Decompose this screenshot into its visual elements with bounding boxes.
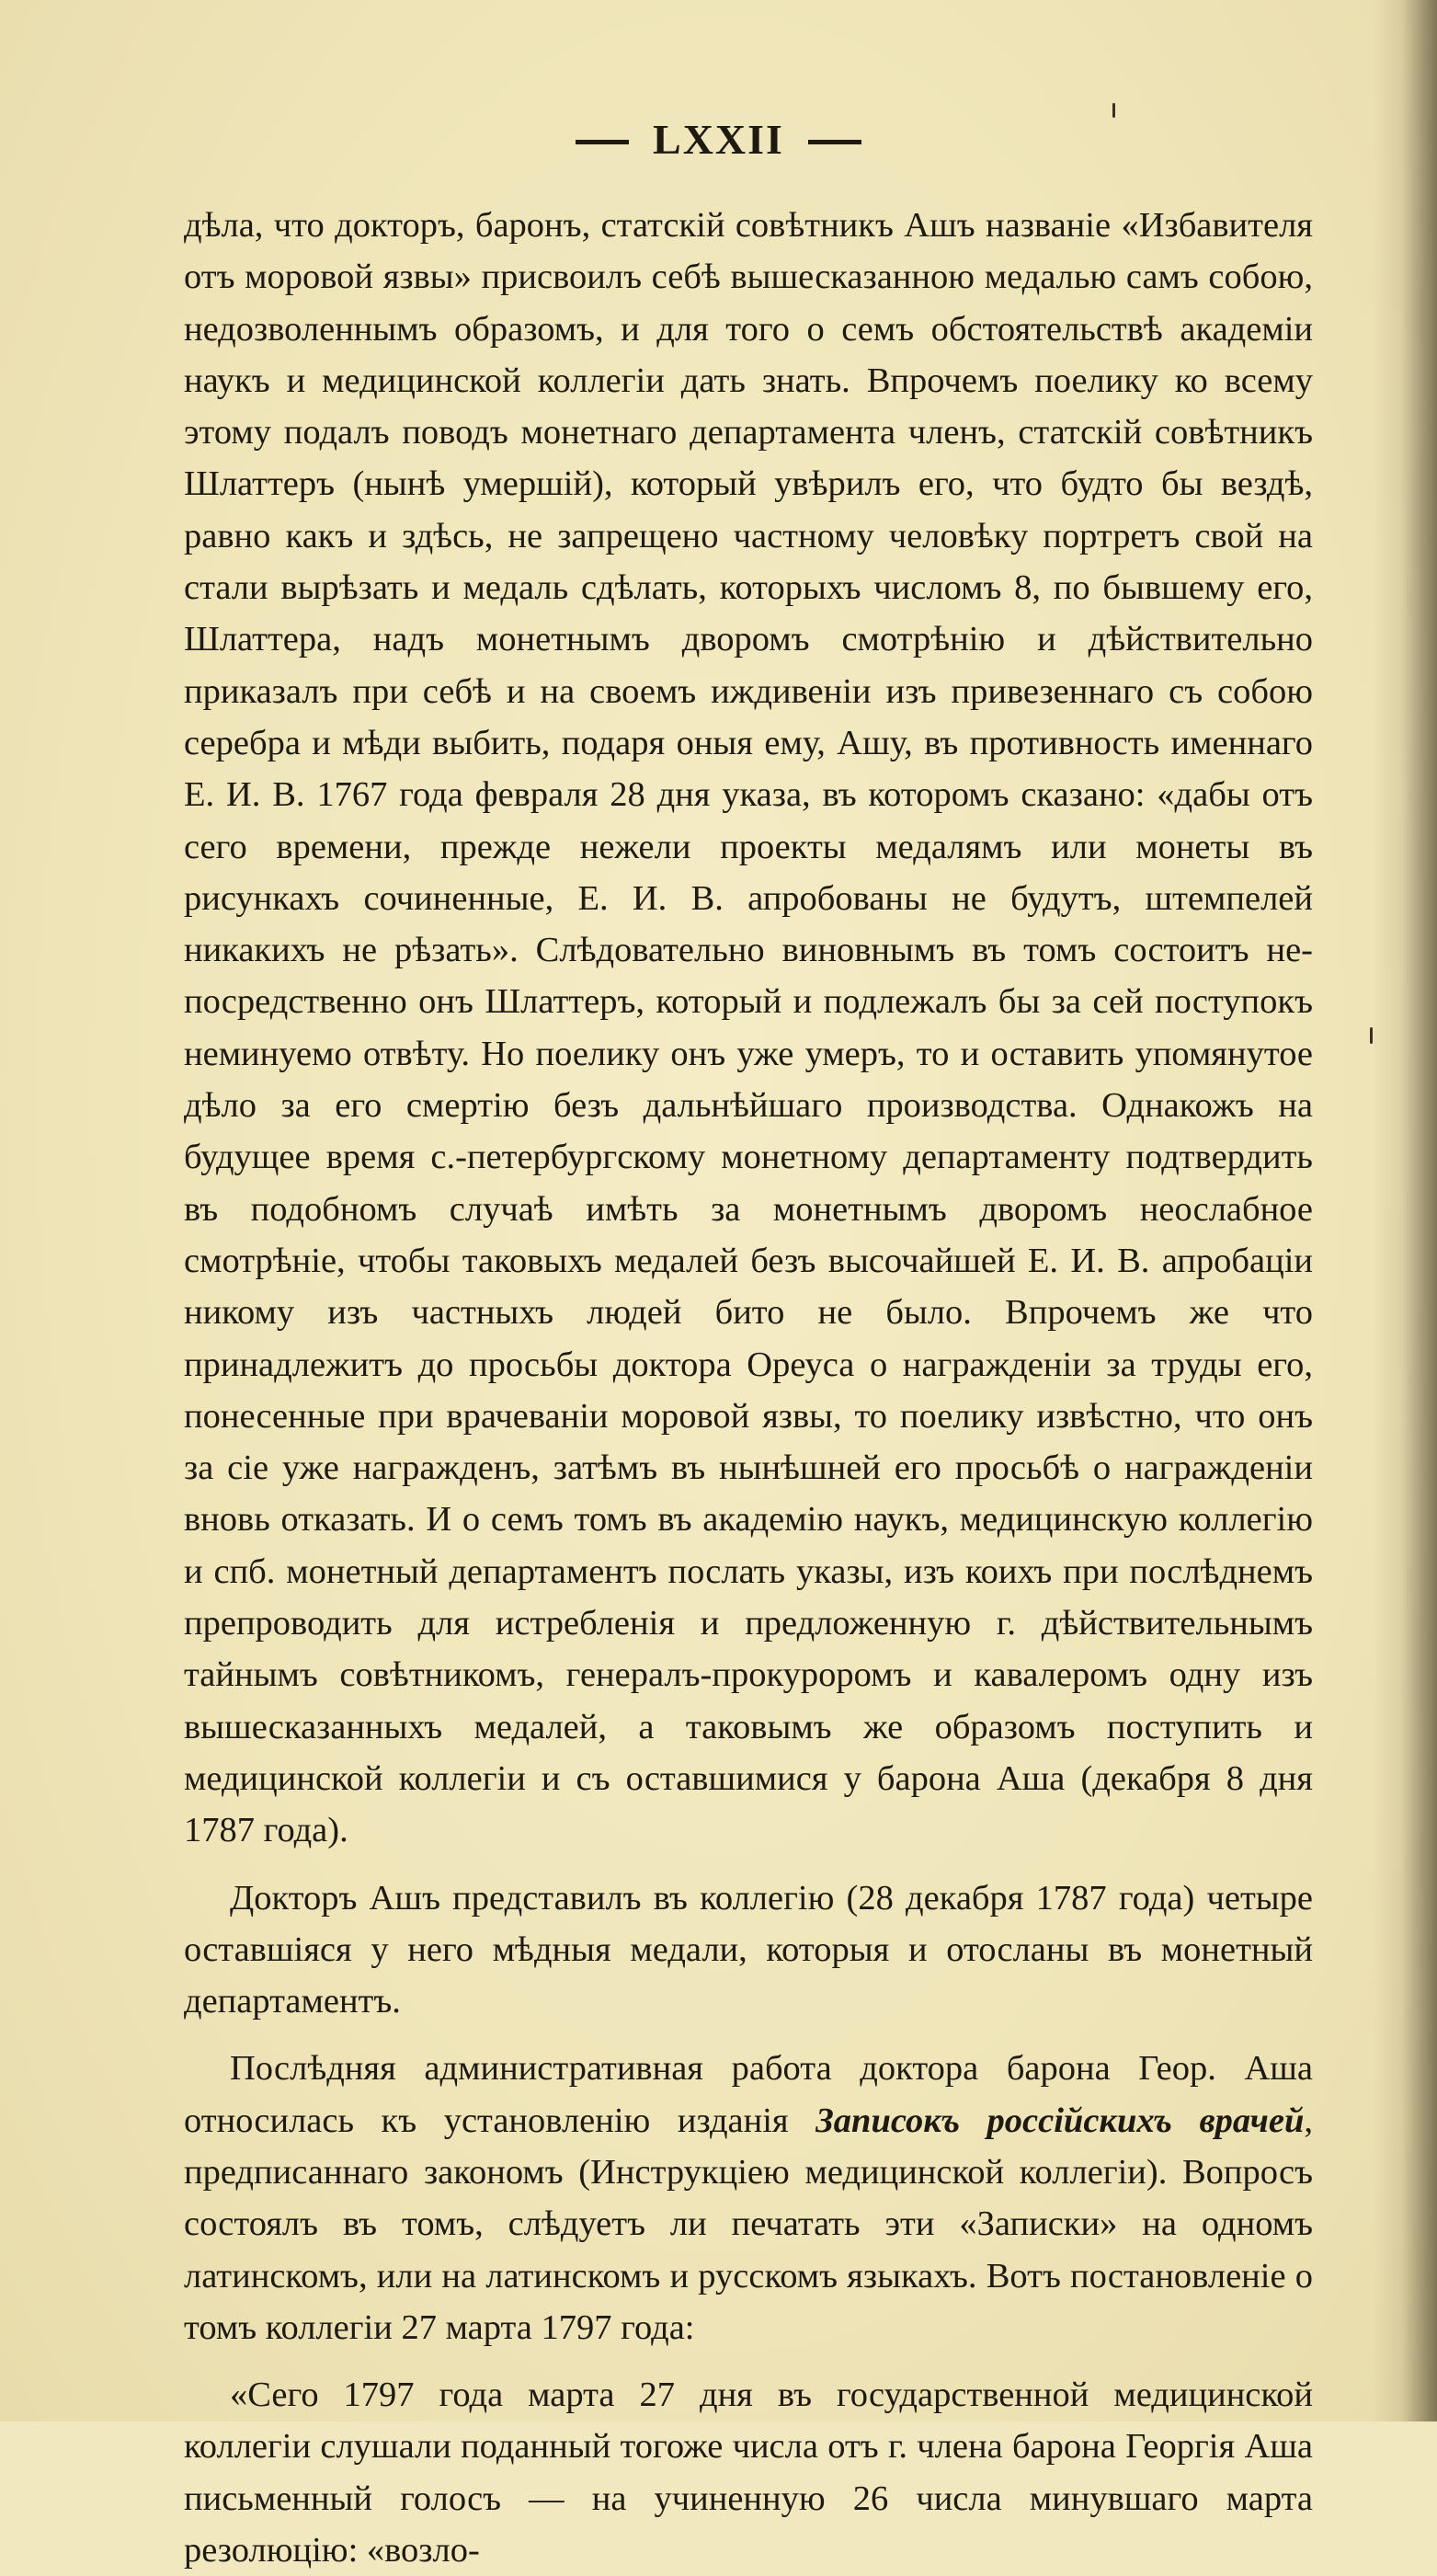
folio-dash-right: [808, 140, 861, 144]
italic-title: Записокъ россійскихъ врачей: [815, 2101, 1305, 2140]
paragraph: Докторъ Ашъ представилъ въ коллегію (28 декабря 1787 года) четыре оставшіяся у него мѣдныя медали, которыя и отосланы въ монетный департаментъ.: [184, 1878, 1313, 2021]
stray-ink-mark: [1112, 103, 1115, 118]
folio-dash-left: [576, 140, 629, 144]
paragraph-text: , предписаннаго закономъ (Инструкціею медицинской коллегіи). Вопросъ состоялъ въ томъ, слѣдуетъ ли печатать эти «Записки» на одномъ латинскомъ, или на латинскомъ и русскомъ языкахъ. Вотъ постановленіе о томъ коллегіи 27 марта 1797 года:: [184, 2101, 1313, 2347]
page-body-text: [184, 200, 1313, 2576]
page-number: LXXII: [653, 116, 784, 163]
page-number-header: [0, 112, 1437, 167]
paragraph-text: Послѣдняя административная работа доктора барона Геор. Аша относилась къ установленію изданія: [184, 2049, 1313, 2140]
paragraph: [184, 2043, 1313, 2353]
paragraph: дѣла, что докторъ, баронъ, статскій совѣтникъ Ашъ названіе «Избавителя отъ моровой язвы» присвоилъ себѣ вышесказанною медалью самъ собою, недозволеннымъ образомъ, и для того о семъ обстоятельствѣ академіи наукъ и медицинской коллегіи дать знать. Впрочемъ поелику ко всему этому подалъ поводъ монетнаго департамента членъ, статскій совѣтникъ Шлаттеръ (нынѣ умершій), который увѣрилъ его, что будто бы вездѣ, равно какъ и здѣсь, не запрещено частному человѣку портретъ свой на стали вырѣзать и медаль сдѣлать, которыхъ числомъ 8, по бывшему его, Шлаттера, надъ монетнымъ дворомъ смотрѣнію и дѣйствительно приказалъ при себѣ и на своемъ иждивеніи изъ привезеннаго съ собою серебра и мѣди выбить, подаря оныя ему, Ашу, въ противность именнаго Е. И. В. 1767 года февраля 28 дня указа, въ которомъ сказано: «дабы отъ сего времени, прежде нежели проекты медалямъ или монеты въ рисункахъ сочиненные, Е. И. В. апробованы не будутъ, штемпелей никакихъ не рѣзать». Слѣдовательно виновнымъ въ томъ состоитъ непосредственно онъ Шлаттеръ, который и подлежалъ бы за сей поступокъ неминуемо отвѣту. Но поелику онъ уже умеръ, то и оставить упомянутое дѣло за его смертію безъ дальнѣйшаго производства. Однакожъ на будущее время с.-петербургскому монетному департаменту подтвердить въ подобномъ случаѣ имѣть за монетнымъ дворомъ неослабное смотрѣніе, чтобы таковыхъ медалей безъ высочайшей Е. И. В. апробаціи никому изъ частныхъ людей бито не было. Впрочемъ же что принадлежитъ до просьбы доктора Ореуса о награжденіи за труды его, понесенные при врачеваніи моровой язвы, то поелику извѣстно, что онъ за сіе уже награжденъ, затѣмъ въ нынѣшней его просьбѣ о награжденіи вновь отказать. И о семъ томъ въ академію наукъ, медицинскую коллегію и спб. монетный департаментъ послать указы, изъ коихъ при послѣднемъ препроводить для истребленія и предложенную г. дѣйствительнымъ тайнымъ совѣтникомъ, генералъ-прокуроромъ и кавалеромъ одну изъ вышесказанныхъ медалей, а таковымъ же образомъ поступить и медицинской коллегіи и съ оставшимися у барона Аша (декабря 8 дня 1787 года).: [184, 206, 1313, 1850]
paragraph: «Сего 1797 года марта 27 дня въ государственной медицинской коллегіи слушали поданный тогоже числа отъ г. члена барона Георгія Аша письменный голосъ — на учиненную 26 числа минувшаго марта резолюцію: «возло-: [184, 2376, 1313, 2570]
spine-shadow: [1373, 0, 1437, 2421]
